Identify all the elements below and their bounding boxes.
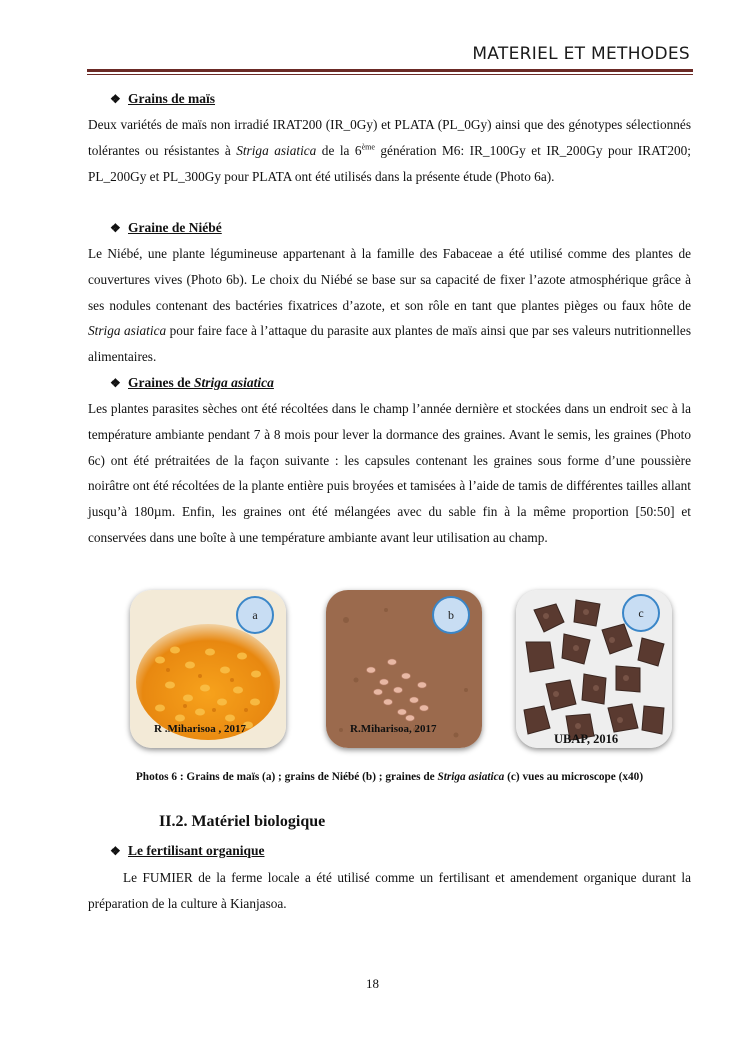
diamond-bullet-icon: ❖ <box>110 221 121 235</box>
paragraph-mais: Deux variétés de maïs non irradié IRAT200 (IR_0Gy) et PLATA (PL_0Gy) ainsi que des génotypes sélectionnés tolérantes ou résistantes à Striga asiatica de la 6ème génération M6: IR_100Gy et IR_200Gy pour IRAT200; PL_200Gy et PL_300Gy pour PLATA ont été utilisés dans la présente étude (Photo 6a). <box>88 117 692 184</box>
paragraph-fertilisant: Le FUMIER de la ferme locale a été utilisé comme un fertilisant et amendement organique durant la préparation de la culture à Kianjasoa. <box>88 870 691 911</box>
paragraph-niebe: Le Niébé, une plante légumineuse appartenant à la famille des Fabaceae a été utilisé comme des plantes de couvertures vives (Photo 6b). Le choix du Niébé se base sur sa capacité de fixer l’azote atmosphérique grâce à ses nodules contenant des bactéries fixatrices d’azote, et son rôle en tant que plantes pièges ou faux hôte de Striga asiatica pour faire face à l’attaque du parasite aux plantes de maïs ainsi que par ses valeurs nutritionnelles alimentaires. <box>88 246 691 365</box>
photo-cowpea-seeds <box>326 590 482 748</box>
photo-credit: R.Miharisoa, 2017 <box>350 723 437 735</box>
figure-caption: Photos 6 : Grains de maïs (a) ; grains de Niébé (b) ; graines de Striga asiatica (c) vues au microscope (x40) <box>135 771 644 783</box>
photo-label-badge: c <box>622 594 660 632</box>
heading-grains-mais: ❖ Grains de maïs <box>110 91 216 106</box>
diamond-bullet-icon: ❖ <box>110 92 121 106</box>
heading-fertilisant: ❖ Le fertilisant organique <box>110 843 265 858</box>
photo-credit: UBAP, 2016 <box>554 732 619 746</box>
section-title: II.2. Matériel biologique <box>159 813 326 830</box>
paragraph-striga: Les plantes parasites sèches ont été récoltées dans le champ l’année dernière et stockées dans un endroit sec à la température ambiante pendant 7 à 8 mois pour lever la dormance des graines. Avant le semis, les graines (Photo 6c) ont été prétraitées de la façon suivante : les capsules contenant les graines sous forme d’une poussière noirâtre ont été récoltées de la plante entière puis broyées et tamisées à l’aide de tamis de différentes tailles allant jusqu’à 180µm. Enfin, les graines ont été mélangées avec du sable fin à la même proportion [50:50] et conservées dans une boîte à une température ambiante avant leur utilisation au champ. <box>88 401 691 545</box>
photo-credit: R .Miharisoa , 2017 <box>154 723 246 735</box>
page-number: 18 <box>366 976 379 991</box>
header-rule-thin <box>87 74 693 75</box>
photo-label-badge: a <box>236 596 274 634</box>
heading-graine-niebe: ❖ Graine de Niébé <box>110 220 222 235</box>
running-header: MATERIEL ET METHODES <box>472 44 690 64</box>
photo-label-badge: b <box>432 596 470 634</box>
photo-maize-grains <box>130 590 286 748</box>
photo-striga-seeds <box>516 590 672 748</box>
heading-graines-striga: ❖ Graines de Striga asiatica <box>110 375 274 390</box>
diamond-bullet-icon: ❖ <box>110 844 121 858</box>
header-rule <box>87 69 693 72</box>
diamond-bullet-icon: ❖ <box>110 376 121 390</box>
